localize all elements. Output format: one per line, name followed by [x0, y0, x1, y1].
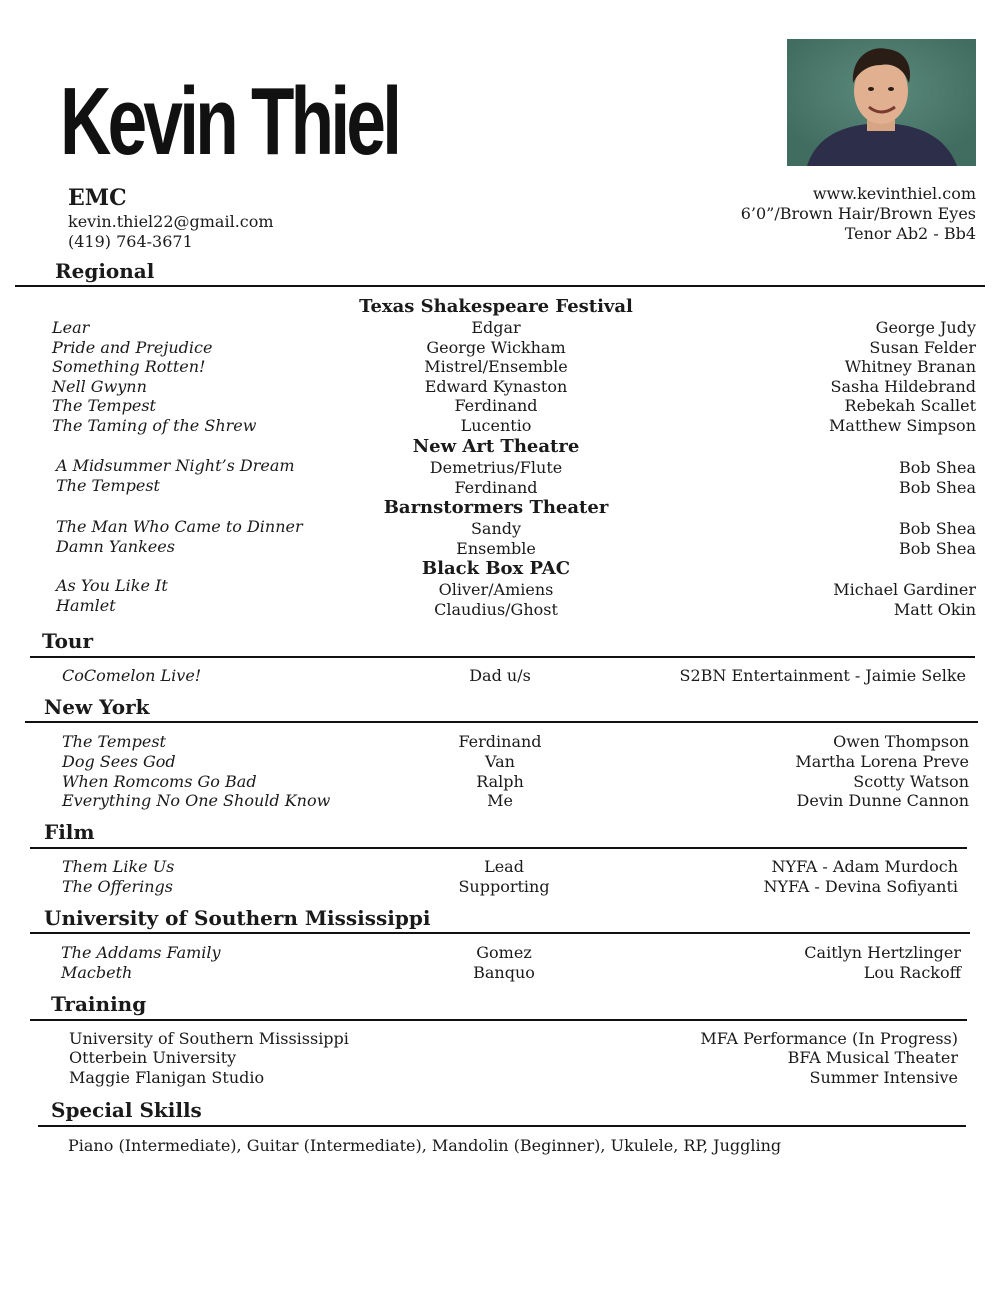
director: Bob Shea — [899, 539, 976, 558]
venue-name: Texas Shakespeare Festival — [359, 296, 633, 317]
role: Van — [485, 752, 515, 771]
website[interactable]: www.kevinthiel.com — [812, 184, 976, 203]
show-title: The Tempest — [52, 396, 156, 415]
role: Sandy — [470, 519, 522, 538]
venue-name: New Art Theatre — [412, 436, 580, 457]
role: Edgar — [471, 318, 521, 337]
program: BFA Musical Theater — [787, 1048, 958, 1067]
director: Owen Thompson — [833, 732, 969, 751]
show-title: CoComelon Live! — [62, 666, 202, 685]
show-title: Lear — [52, 318, 90, 337]
role: Ensemble — [456, 539, 536, 558]
role: Ferdinand — [458, 732, 542, 751]
venue-name: Black Box PAC — [421, 558, 571, 579]
role: Dad u/s — [469, 666, 531, 685]
role: Claudius/Ghost — [434, 600, 558, 619]
director: Bob Shea — [899, 519, 976, 538]
director: Bob Shea — [899, 458, 976, 477]
director: Whitney Branan — [844, 357, 976, 376]
section-rule — [30, 1019, 967, 1021]
director: Michael Gardiner — [833, 580, 976, 599]
show-title: Something Rotten! — [52, 357, 206, 376]
role: Ralph — [476, 772, 524, 791]
school: Otterbein University — [69, 1048, 237, 1067]
section-title-regional: Regional — [55, 259, 155, 283]
phone: (419) 764-3671 — [68, 232, 193, 251]
show-title: Damn Yankees — [56, 537, 175, 556]
role: Supporting — [458, 877, 550, 896]
show-title: The Tempest — [62, 732, 166, 751]
show-title: The Man Who Came to Dinner — [56, 517, 303, 536]
email[interactable]: kevin.thiel22@gmail.com — [68, 212, 274, 231]
role: George Wickham — [426, 338, 566, 357]
director: Martha Lorena Preve — [795, 752, 969, 771]
show-title: The Tempest — [56, 476, 160, 495]
role: Oliver/Amiens — [438, 580, 554, 599]
contact-info-right — [741, 184, 976, 244]
section-title-special-skills: Special Skills — [51, 1098, 202, 1122]
role: Me — [487, 791, 513, 810]
director: Bob Shea — [899, 478, 976, 497]
role: Banquo — [473, 963, 535, 982]
role: Ferdinand — [454, 396, 538, 415]
role: Ferdinand — [454, 478, 538, 497]
role: Gomez — [476, 943, 532, 962]
section-rule — [15, 285, 985, 287]
physical-stats: 6’0”/Brown Hair/Brown Eyes — [740, 204, 976, 223]
role: Mistrel/Ensemble — [424, 357, 568, 376]
director: Lou Rackoff — [863, 963, 961, 982]
section-title-film: Film — [44, 820, 95, 844]
contact-info-left — [68, 184, 274, 252]
role: Lucentio — [460, 416, 532, 435]
section-rule — [30, 656, 975, 658]
show-title: A Midsummer Night’s Dream — [56, 456, 295, 475]
section-title-new-york: New York — [44, 695, 150, 719]
director: S2BN Entertainment - Jaimie Selke — [679, 666, 966, 685]
section-rule — [25, 721, 978, 723]
director: Matthew Simpson — [829, 416, 976, 435]
section-rule — [38, 1125, 966, 1127]
union-status: EMC — [68, 185, 127, 211]
show-title: The Taming of the Shrew — [52, 416, 257, 435]
director: Scotty Watson — [853, 772, 969, 791]
show-title: Everything No One Should Know — [62, 791, 331, 810]
school: University of Southern Mississippi — [69, 1029, 349, 1048]
headshot-image — [787, 39, 976, 166]
role: Lead — [484, 857, 524, 876]
show-title: When Romcoms Go Bad — [62, 772, 257, 791]
show-title: The Offerings — [62, 877, 173, 896]
show-title: Them Like Us — [62, 857, 175, 876]
headshot-photo — [787, 39, 976, 166]
role: Edward Kynaston — [424, 377, 568, 396]
director: Devin Dunne Cannon — [796, 791, 969, 810]
show-title: The Addams Family — [61, 943, 221, 962]
venue-name: Barnstormers Theater — [383, 497, 609, 518]
program: Summer Intensive — [809, 1068, 958, 1087]
program: MFA Performance (In Progress) — [700, 1029, 958, 1048]
section-title-tour: Tour — [42, 629, 94, 653]
show-title: Macbeth — [61, 963, 133, 982]
director: Caitlyn Hertzlinger — [804, 943, 961, 962]
director: NYFA - Devina Sofiyanti — [763, 877, 958, 896]
director: NYFA - Adam Murdoch — [771, 857, 958, 876]
vocal-range: Tenor Ab2 - Bb4 — [844, 224, 976, 243]
director: George Judy — [875, 318, 976, 337]
show-title: Hamlet — [56, 596, 116, 615]
show-title: As You Like It — [56, 576, 168, 595]
section-rule — [30, 847, 967, 849]
role: Demetrius/Flute — [429, 458, 563, 477]
section-title-usm: University of Southern Mississippi — [44, 906, 431, 930]
section-rule — [30, 932, 970, 934]
director: Matt Okin — [893, 600, 976, 619]
show-title: Nell Gwynn — [52, 377, 147, 396]
school: Maggie Flanigan Studio — [69, 1068, 265, 1087]
director: Susan Felder — [869, 338, 976, 357]
show-title: Dog Sees God — [62, 752, 176, 771]
director: Rebekah Scallet — [844, 396, 976, 415]
show-title: Pride and Prejudice — [52, 338, 213, 357]
section-title-training: Training — [51, 992, 147, 1016]
skills-text: Piano (Intermediate), Guitar (Intermediate), Mandolin (Beginner), Ukulele, RP, Juggling — [68, 1136, 782, 1155]
resume-name: Kevin Thiel — [60, 68, 399, 175]
director: Sasha Hildebrand — [830, 377, 976, 396]
